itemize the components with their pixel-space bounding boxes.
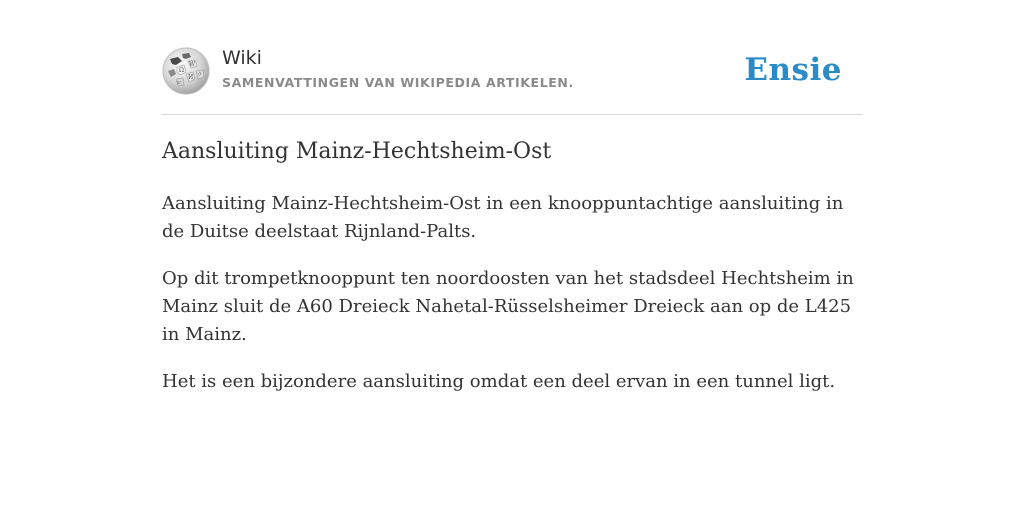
article-paragraph: Op dit trompetknooppunt ten noordoosten van het stadsdeel Hechtsheim in Mainz sluit de A60 Dreieck Nahetal-Rüsselsheimer Dreieck aan op de L425 in Mainz. [162, 268, 854, 345]
article-paragraph: Het is een bijzondere aansluiting omdat een deel ervan in een tunnel ligt. [162, 371, 836, 392]
article-title: Aansluiting Mainz-Hechtsheim-Ost [162, 139, 552, 164]
article-content [162, 190, 862, 415]
site-header [162, 44, 862, 115]
svg-text:W: W [189, 61, 196, 68]
site-title[interactable]: Wiki [222, 47, 262, 69]
svg-text:И: И [188, 74, 194, 81]
article-paragraph: Aansluiting Mainz-Hechtsheim-Ost in een knooppuntachtige aansluiting in de Duitse deelstaat Rijnland-Palts. [162, 193, 844, 242]
svg-text:ウ: ウ [197, 72, 203, 78]
wikipedia-globe-icon[interactable] [162, 47, 210, 95]
ensie-brand-link[interactable]: Ensie [744, 52, 842, 88]
svg-text:ש: ש [177, 80, 181, 86]
site-subtitle: SAMENVATTINGEN VAN WIKIPEDIA ARTIKELEN. [222, 75, 574, 90]
svg-text:Ω: Ω [179, 67, 184, 74]
